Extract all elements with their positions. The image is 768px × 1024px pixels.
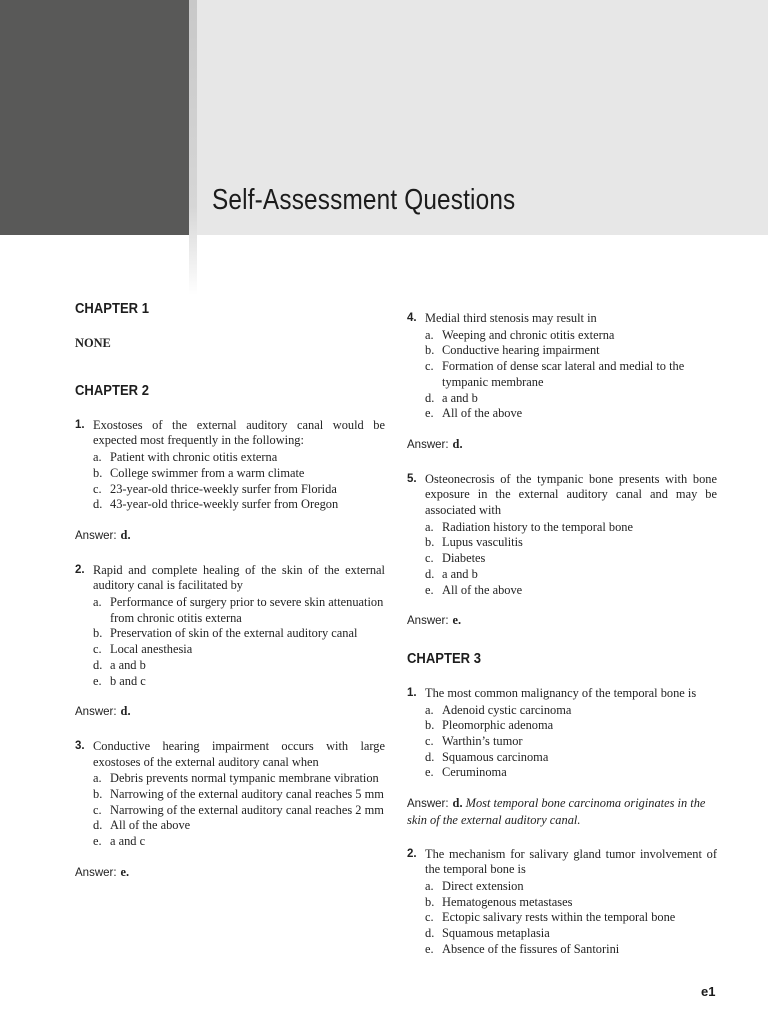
- option-letter: b.: [425, 718, 435, 733]
- option-text: Performance of surgery prior to severe skin attenuation from chronic otitis externa: [110, 595, 384, 625]
- option: [425, 750, 717, 766]
- option: [425, 343, 717, 359]
- option-text: Lupus vasculitis: [442, 535, 523, 550]
- option-text: Preservation of skin of the external auditory canal: [110, 626, 358, 641]
- option-letter: d.: [425, 749, 435, 764]
- option-text: Squamous metaplasia: [442, 926, 550, 941]
- answer-label: Answer:: [75, 866, 117, 879]
- question: [75, 563, 385, 594]
- option-letter: c.: [425, 551, 434, 566]
- option: [425, 879, 717, 895]
- question-text: Medial third stenosis may result in: [425, 311, 597, 325]
- answer-label: Answer:: [407, 438, 449, 451]
- option-letter: c.: [425, 734, 434, 749]
- option-text: a and b: [110, 657, 146, 672]
- page-title: Self-Assessment Questions: [212, 184, 516, 216]
- option: [425, 703, 717, 719]
- question-number: 4.: [407, 312, 417, 324]
- option-text: Radiation history to the temporal bone: [442, 519, 633, 534]
- option: [93, 595, 385, 626]
- question-text: The most common malignancy of the temporal bone is: [425, 685, 697, 700]
- chapter-heading: CHAPTER 2: [75, 382, 149, 399]
- option: [93, 466, 385, 482]
- option-letter: b.: [93, 787, 103, 802]
- question-number: 5.: [407, 472, 417, 485]
- option-letter: e.: [425, 582, 434, 597]
- option-text: Squamous carcinoma: [442, 749, 549, 764]
- option: [425, 359, 717, 390]
- question-number: 1.: [75, 418, 85, 431]
- answer-line: [407, 437, 717, 454]
- answer-value: d.: [120, 527, 131, 542]
- option: [93, 834, 385, 850]
- option-text: Formation of dense scar lateral and medial to the tympanic membrane: [442, 359, 685, 389]
- question-text: Osteonecrosis of the tympanic bone presents with bone exposure in the external auditory canal and may be associated with: [425, 471, 717, 518]
- answer-label: Answer:: [407, 798, 449, 811]
- option-text: Absence of the fissures of Santorini: [442, 941, 620, 956]
- option: [93, 497, 385, 513]
- option: [425, 895, 717, 911]
- option: [93, 642, 385, 658]
- answer-value: d.: [452, 796, 463, 811]
- option-letter: d.: [93, 497, 103, 512]
- option-letter: a.: [425, 519, 434, 534]
- option: [425, 520, 717, 536]
- option-letter: e.: [93, 673, 102, 688]
- question: [75, 739, 385, 770]
- answer-line: [75, 865, 385, 882]
- option-text: b and c: [110, 673, 146, 688]
- option-letter: c.: [425, 910, 434, 925]
- chapter-note: NONE: [75, 336, 111, 350]
- option: [93, 450, 385, 466]
- question-text: The mechanism for salivary gland tumor involvement of the temporal bone is: [425, 846, 717, 877]
- answer-note: Most temporal bone carcinoma originates in the skin of the external auditory canal.: [407, 796, 706, 827]
- option-letter: d.: [425, 390, 435, 405]
- left-column: [75, 298, 385, 900]
- option: [425, 942, 717, 958]
- option-letter: a.: [425, 702, 434, 717]
- answer-value: e.: [120, 864, 130, 879]
- option-letter: c.: [93, 642, 102, 657]
- option-text: All of the above: [442, 406, 523, 421]
- question: [75, 418, 385, 449]
- option-letter: e.: [425, 941, 434, 956]
- question: [407, 472, 717, 519]
- option-text: Hematogenous metastases: [442, 894, 573, 909]
- answer-line: [75, 704, 385, 721]
- option-text: Ectopic salivary rests within the temporal bone: [442, 910, 676, 925]
- option: [93, 482, 385, 498]
- option-letter: c.: [425, 359, 434, 374]
- option: [425, 910, 717, 926]
- option-letter: a.: [93, 595, 102, 610]
- option-letter: e.: [425, 406, 434, 421]
- option-list: [93, 595, 385, 689]
- option-text: a and c: [110, 834, 146, 849]
- option-text: Ceruminoma: [442, 765, 507, 780]
- option-text: Warthin’s tumor: [442, 734, 523, 749]
- chapter-heading: CHAPTER 1: [75, 301, 149, 317]
- option-list: [425, 328, 717, 422]
- option: [425, 926, 717, 942]
- option: [425, 765, 717, 781]
- right-column: [407, 311, 717, 958]
- answer-value: e.: [452, 613, 462, 628]
- option-text: All of the above: [110, 818, 191, 833]
- option: [425, 567, 717, 583]
- option-letter: b.: [93, 465, 103, 480]
- question-number: 2.: [407, 847, 417, 860]
- answer-label: Answer:: [75, 706, 117, 719]
- option: [93, 803, 385, 819]
- option-list: [93, 771, 385, 850]
- option-text: Weeping and chronic otitis externa: [442, 327, 615, 342]
- option-letter: e.: [93, 834, 102, 849]
- question-text: Conductive hearing impairment occurs with large exostoses of the external auditory canal when: [93, 738, 385, 769]
- option-text: Narrowing of the external auditory canal reaches 5 mm: [110, 787, 384, 802]
- question-text: Exostoses of the external auditory canal would be expected most frequently in the following:: [93, 417, 385, 448]
- option: [425, 551, 717, 567]
- option: [425, 391, 717, 407]
- chapter-heading: CHAPTER 3: [407, 650, 481, 667]
- header-accent-strip: [189, 0, 197, 295]
- option-letter: d.: [93, 818, 103, 833]
- answer-label: Answer:: [75, 529, 117, 542]
- option-letter: b.: [425, 535, 435, 550]
- question-number: 3.: [75, 739, 85, 752]
- option-text: College swimmer from a warm climate: [110, 465, 305, 480]
- option: [93, 674, 385, 690]
- option-list: [425, 703, 717, 782]
- option-text: Local anesthesia: [110, 642, 193, 657]
- option-text: Patient with chronic otitis externa: [110, 450, 278, 465]
- option: [93, 787, 385, 803]
- option-text: a and b: [442, 566, 478, 581]
- question-number: 1.: [407, 686, 417, 699]
- question: [407, 847, 717, 878]
- option-text: 23-year-old thrice-weekly surfer from Florida: [110, 481, 337, 496]
- option-text: 43-year-old thrice-weekly surfer from Oregon: [110, 497, 339, 512]
- option-letter: c.: [93, 802, 102, 817]
- option-letter: a.: [425, 327, 434, 342]
- option: [425, 328, 717, 344]
- option-text: Debris prevents normal tympanic membrane vibration: [110, 771, 379, 786]
- question-text: Rapid and complete healing of the skin of the external auditory canal is facilitated by: [93, 562, 385, 593]
- option-letter: d.: [425, 566, 435, 581]
- answer-label: Answer:: [407, 615, 449, 628]
- option-text: Adenoid cystic carcinoma: [442, 702, 572, 717]
- question: [407, 686, 717, 702]
- option-text: a and b: [442, 390, 478, 405]
- answer-value: d.: [452, 436, 463, 451]
- answer-line: [407, 796, 717, 828]
- option-letter: e.: [425, 765, 434, 780]
- option-text: Diabetes: [442, 551, 486, 566]
- option: [425, 718, 717, 734]
- answer-line: [407, 613, 717, 630]
- option-letter: c.: [93, 481, 102, 496]
- question-number: 2.: [75, 563, 85, 576]
- option: [425, 583, 717, 599]
- answer-line: [75, 528, 385, 545]
- option-list: [425, 520, 717, 599]
- question: [407, 311, 717, 327]
- header-dark-block: [0, 0, 189, 235]
- option-text: All of the above: [442, 582, 523, 597]
- page-number: e1: [701, 984, 716, 999]
- option-letter: a.: [93, 450, 102, 465]
- option-text: Pleomorphic adenoma: [442, 718, 554, 733]
- option-list: [425, 879, 717, 958]
- option-letter: b.: [425, 343, 435, 358]
- answer-value: d.: [120, 704, 131, 719]
- option-letter: b.: [93, 626, 103, 641]
- option-text: Narrowing of the external auditory canal reaches 2 mm: [110, 802, 384, 817]
- option: [425, 535, 717, 551]
- option: [93, 626, 385, 642]
- option-list: [93, 450, 385, 513]
- option-letter: d.: [93, 657, 103, 672]
- option-letter: d.: [425, 926, 435, 941]
- option-letter: b.: [425, 894, 435, 909]
- option-letter: a.: [425, 878, 434, 893]
- option: [425, 406, 717, 422]
- option-text: Conductive hearing impairment: [442, 343, 600, 358]
- option: [93, 818, 385, 834]
- option-letter: a.: [93, 771, 102, 786]
- option: [93, 658, 385, 674]
- option: [93, 771, 385, 787]
- option: [425, 734, 717, 750]
- option-text: Direct extension: [442, 878, 524, 893]
